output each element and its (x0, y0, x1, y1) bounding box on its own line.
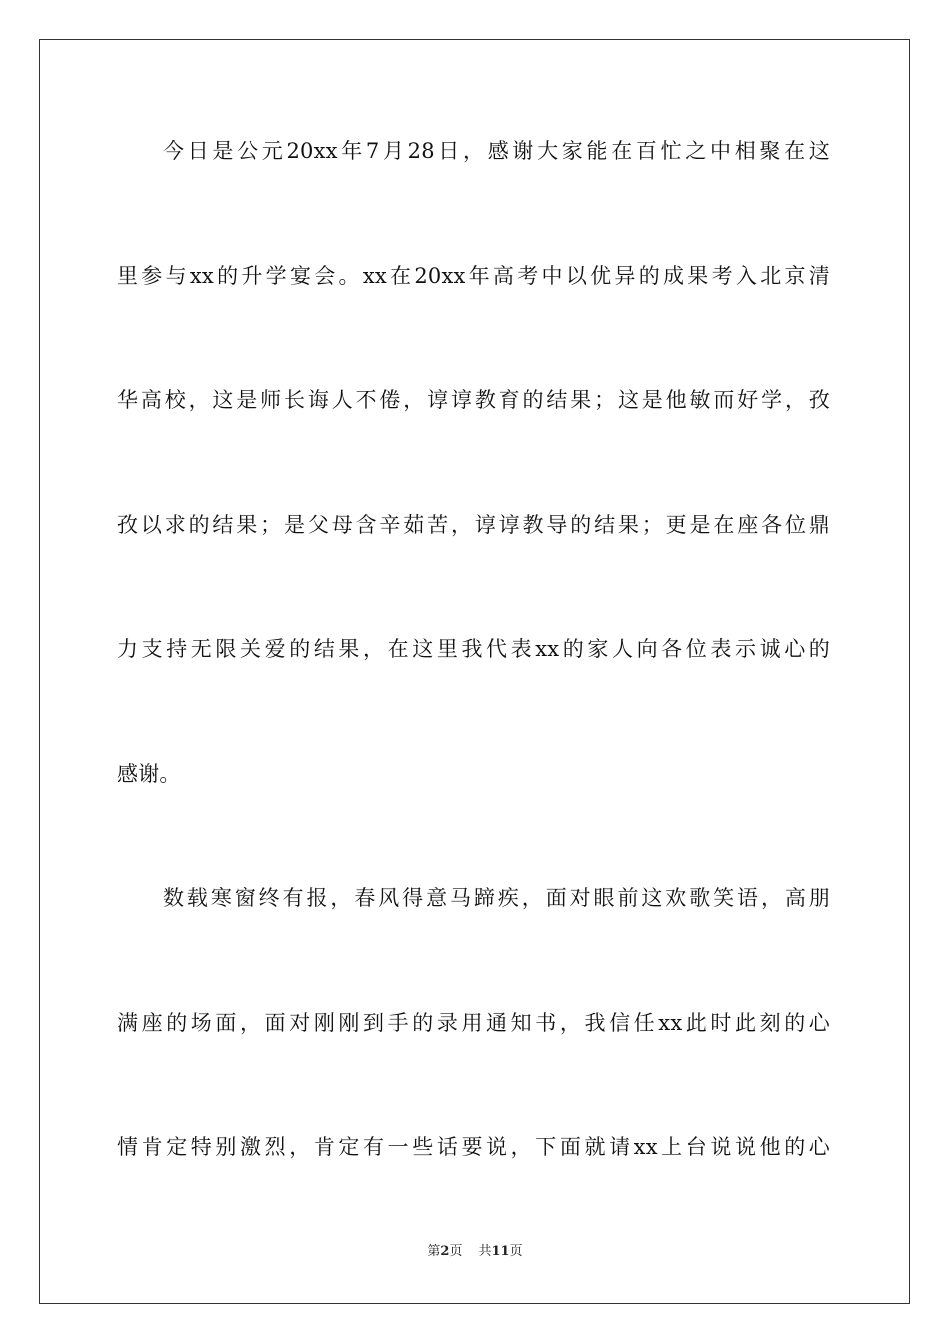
page-number: 2 (440, 1244, 450, 1259)
paragraph-1-line-4: 孜以求的结果；是父母含辛茹苦，谆谆教导的结果；更是在座各位鼎 (117, 513, 830, 537)
paragraph-2-line-1: 数载寒窗终有报，春风得意马蹄疾，面对眼前这欢歌笑语，高朋 (163, 886, 830, 910)
paragraph-2-line-3: 情肯定特别激烈，肯定有一些话要说，下面就请xx上台说说他的心 (117, 1135, 830, 1159)
page-prefix: 第 (427, 1244, 441, 1259)
page-suffix: 页 (449, 1244, 463, 1259)
page-border (39, 39, 910, 1304)
total-prefix: 共 (478, 1244, 492, 1259)
page-footer (0, 1243, 950, 1261)
paragraph-1-line-3: 华高校，这是师长诲人不倦，谆谆教育的结果；这是他敏而好学，孜 (117, 388, 830, 412)
paragraph-1-line-5: 力支持无限关爱的结果，在这里我代表xx的家人向各位表示诚心的 (117, 637, 830, 661)
paragraph-1-line-1: 今日是公元20xx年7月28日，感谢大家能在百忙之中相聚在这 (163, 139, 830, 163)
total-pages: 11 (491, 1244, 510, 1259)
paragraph-2-line-2: 满座的场面，面对刚刚到手的录用通知书，我信任xx此时此刻的心 (117, 1011, 830, 1035)
total-suffix: 页 (509, 1244, 523, 1259)
paragraph-1-line-2: 里参与xx的升学宴会。xx在20xx年高考中以优异的成果考入北京清 (117, 264, 830, 288)
paragraph-1-line-6: 感谢。 (117, 762, 181, 786)
